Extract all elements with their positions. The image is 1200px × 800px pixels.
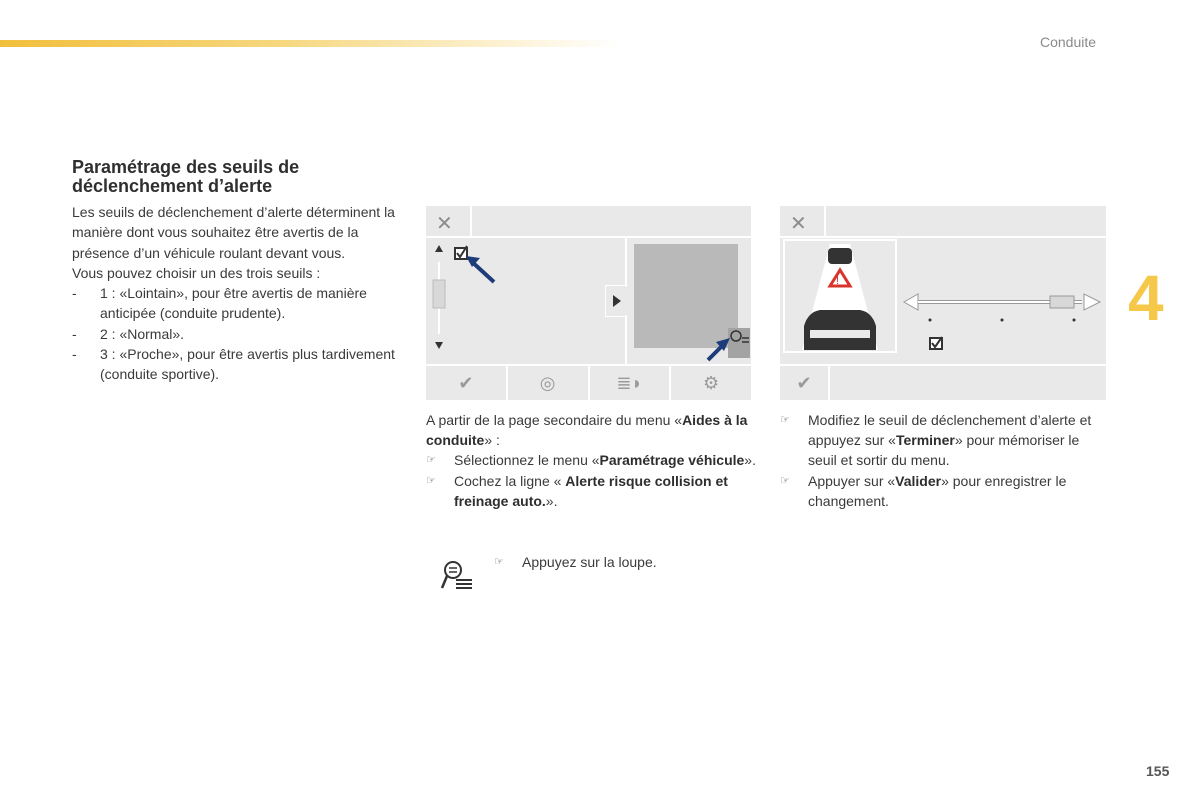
scrollbar-thumb	[433, 280, 445, 308]
right-column	[780, 410, 1110, 511]
threshold-item	[72, 283, 402, 324]
magnifier-list-icon	[440, 558, 474, 592]
threshold-text: 3 : «Proche», pour être avertis plus tardivement (conduite sportive).	[100, 346, 395, 383]
intro-paragraph: Vous pouvez choisir un des trois seuils :	[72, 264, 321, 281]
divider	[824, 206, 826, 236]
tip	[494, 552, 657, 572]
screen-top-bar	[780, 206, 1106, 238]
instruction-step: ☞ Modifiez le seuil de déclenchement d’alerte et appuyez sur «Terminer» pour mémoriser le seuil et sortir du menu.	[780, 410, 1110, 471]
section-title: Conduite	[1040, 34, 1097, 50]
check-icon: ✔	[426, 366, 508, 400]
screen-bottom-bar	[426, 364, 751, 400]
headlight-icon: ≣◗	[590, 366, 672, 400]
pointing-hand-icon: ☞	[494, 556, 504, 568]
threshold-slider-handle	[1050, 296, 1074, 308]
preview-panel	[634, 244, 738, 348]
check-icon: ✔	[780, 366, 830, 400]
instruction-step: ☞ Cochez la ligne « Alerte risque collision et freinage auto.».	[426, 471, 756, 511]
pointing-hand-icon: ☞	[780, 474, 790, 487]
assist-icon: ⚙	[703, 372, 720, 393]
page-number: 155	[1146, 763, 1170, 779]
divider	[470, 206, 472, 236]
threshold-text: 1 : «Lointain», pour être avertis de manière anticipée (conduite prudente).	[100, 285, 367, 322]
header-accent-bar	[0, 40, 620, 47]
instruction-lead: A partir de la page secondaire du menu «Aides à la conduite» :	[426, 412, 748, 449]
instruction-step: ☞ Sélectionnez le menu «Paramétrage véhicule».	[426, 450, 756, 470]
touchscreen-illustration-settings	[426, 206, 751, 400]
empty-cell	[830, 366, 1106, 400]
middle-column	[426, 410, 756, 511]
settings-list-illustration	[426, 238, 751, 366]
section-heading: Paramétrage des seuils de déclenchement d’alerte	[72, 157, 300, 196]
screen-bottom-bar	[780, 364, 1106, 400]
close-icon: ✕	[790, 213, 807, 235]
pointing-hand-icon: ☞	[426, 474, 436, 487]
close-icon: ✕	[436, 213, 453, 235]
scroll-up-icon	[435, 245, 443, 252]
scroll-down-icon	[435, 342, 443, 349]
dash-marker: -	[72, 325, 77, 342]
intro-paragraph: Les seuils de déclenchement d’alerte déterminent la manière dont vous souhaitez être avertis de la présence d’un véhicule roulant devant vous.	[72, 204, 395, 261]
dash-marker: -	[72, 346, 77, 363]
pointing-hand-icon: ☞	[780, 414, 790, 426]
screen-top-bar	[426, 206, 751, 238]
threshold-item	[72, 344, 402, 385]
touchscreen-illustration-threshold	[780, 206, 1106, 400]
threshold-text: 2 : «Normal».	[100, 325, 185, 342]
steering-wheel-icon: ◎	[508, 366, 590, 400]
intro-column	[72, 202, 402, 385]
svg-text:!: !	[836, 275, 840, 287]
tip-text: Appuyez sur la loupe.	[522, 554, 657, 570]
chapter-number: 4	[1128, 262, 1164, 334]
threshold-setting-illustration	[780, 238, 1106, 366]
instruction-step: ☞ Appuyer sur «Valider» pour enregistrer le changement.	[780, 471, 1110, 511]
pointing-hand-icon: ☞	[426, 454, 436, 467]
dash-marker: -	[72, 285, 77, 302]
threshold-item	[72, 324, 402, 344]
